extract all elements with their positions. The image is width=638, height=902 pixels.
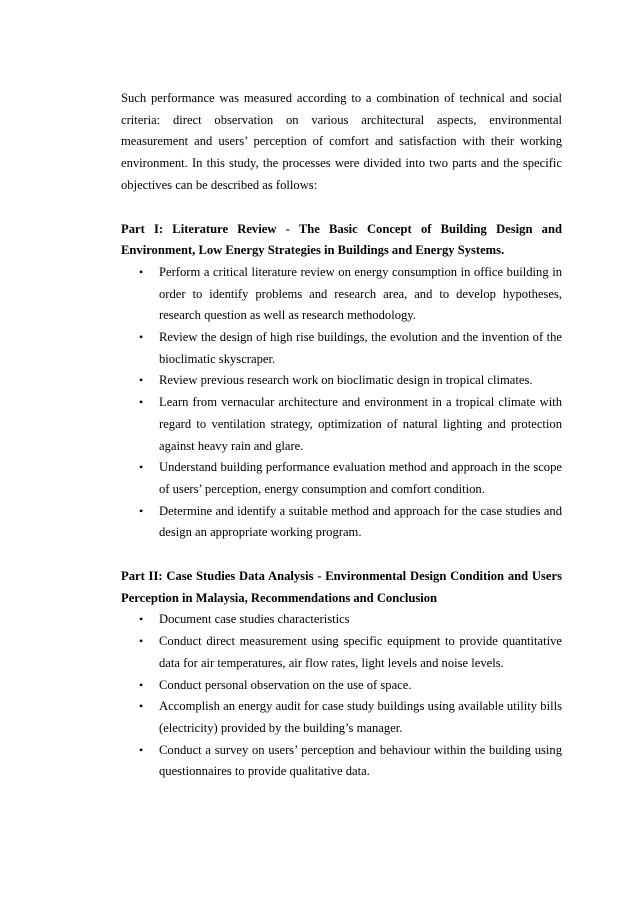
bullet-icon: •	[139, 264, 144, 279]
intro-paragraph: Such performance was measured according to a combination of technical and social criteria: direct observation on various architectural aspects, environmental measurement and users’ perception of comfort and satisfaction with their working environment. In this study, the processes were divided into two parts and the specific objectives can be described as follows:	[121, 91, 562, 192]
document-page	[121, 88, 562, 805]
list-item-text: Perform a critical literature review on energy consumption in office building in order to identify problems and research area, and to develop hypotheses, research question as well as research methodology.	[159, 264, 562, 323]
list-item-text: Understand building performance evaluation method and approach in the scope of users’ perception, energy consumption and comfort condition.	[159, 460, 562, 496]
list-item-text: Review previous research work on bioclimatic design in tropical climates.	[159, 373, 533, 388]
list-item	[121, 457, 562, 500]
bullet-icon: •	[139, 612, 144, 627]
list-item	[121, 327, 562, 370]
part1-heading: Part I: Literature Review - The Basic Concept of Building Design and Environment, Low Energy Strategies in Buildings and Energy Systems.	[121, 221, 562, 258]
bullet-icon: •	[139, 503, 144, 518]
list-item-text: Determine and identify a suitable method and approach for the case studies and design an appropriate working program.	[159, 503, 562, 540]
list-item-text: Document case studies characteristics	[159, 612, 350, 627]
list-item	[121, 609, 562, 631]
part2-section	[121, 566, 562, 783]
bullet-icon: •	[139, 395, 144, 410]
bullet-icon: •	[139, 677, 144, 692]
list-item	[121, 696, 562, 739]
list-item-text: Conduct a survey on users’ perception and behaviour within the building using questionnaires to provide qualitative data.	[159, 742, 562, 779]
part2-heading: Part II: Case Studies Data Analysis - Environmental Design Condition and Users Perception in Malaysia, Recommendations and Conclusion	[121, 569, 562, 605]
part2-list	[121, 609, 562, 783]
list-item-text: Accomplish an energy audit for case study buildings using available utility bills (electricity) provided by the building’s manager.	[159, 699, 562, 735]
bullet-icon: •	[139, 699, 144, 714]
list-item	[121, 740, 562, 783]
part1-list	[121, 262, 562, 544]
list-item	[121, 392, 562, 457]
bullet-icon: •	[139, 634, 144, 649]
list-item	[121, 675, 562, 697]
list-item-text: Learn from vernacular architecture and environment in a tropical climate with regard to ventilation strategy, optimization of natural lighting and protection against heavy rain and glare.	[159, 395, 562, 453]
list-item	[121, 501, 562, 544]
list-item	[121, 370, 562, 392]
list-item	[121, 631, 562, 674]
bullet-icon: •	[139, 460, 144, 475]
list-item	[121, 262, 562, 327]
bullet-icon: •	[139, 330, 144, 345]
list-item-text: Conduct personal observation on the use of space.	[159, 677, 412, 692]
list-item-text: Review the design of high rise buildings, the evolution and the invention of the bioclimatic skyscraper.	[159, 330, 562, 366]
part1-section	[121, 219, 562, 545]
bullet-icon: •	[139, 742, 144, 757]
list-item-text: Conduct direct measurement using specific equipment to provide quantitative data for air temperatures, air flow rates, light levels and noise levels.	[159, 634, 562, 670]
bullet-icon: •	[139, 373, 144, 388]
